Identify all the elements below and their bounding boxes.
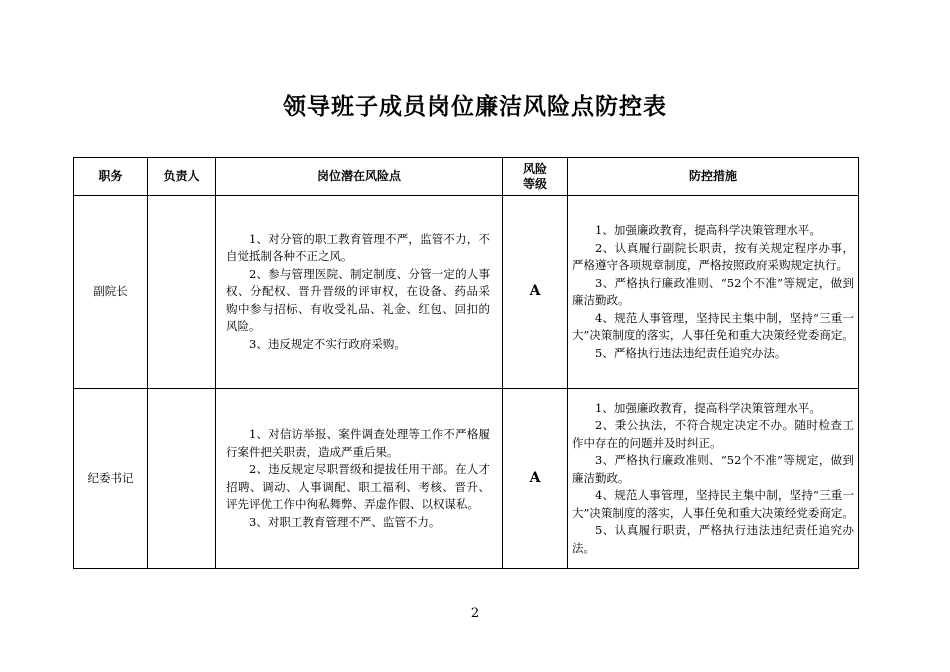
risks-cell (216, 196, 503, 389)
table-header-row (74, 158, 859, 196)
measure-item: 3、严格执行廉政准则、“52个不准”等规定，做到廉洁勤政。 (572, 453, 854, 485)
position-cell: 纪委书记 (74, 389, 148, 569)
grade-cell: A (503, 196, 568, 389)
header-person: 负责人 (148, 158, 216, 196)
risk-control-table (73, 157, 859, 569)
risks-cell (216, 389, 503, 569)
position-cell: 副院长 (74, 196, 148, 389)
risk-item: 3、违反规定不实行政府采购。 (249, 336, 406, 351)
measure-item: 5、严格执行违法违纪责任追究办法。 (595, 345, 787, 360)
table-row (74, 196, 859, 389)
measure-item: 4、规范人事管理，坚持民主集中制，坚持“三重一大”决策制度的落实，人事任免和重大决策经党委商定。 (572, 488, 854, 520)
risk-item: 2、违反规定尽职晋级和提拔任用干部。在人才招聘、调动、人事调配、职工福利、考核、晋升、评先评优工作中徇私舞弊、弄虚作假、以权谋私。 (226, 462, 490, 511)
header-position: 职务 (74, 158, 148, 196)
measures-cell (568, 389, 859, 569)
risk-item: 1、对信访举报、案件调查处理等工作不严格履行案件把关职责，造成严重后果。 (226, 427, 490, 459)
risk-item: 2、参与管理医院、制定制度、分管一定的人事权、分配权、晋升晋级的评审权，在设备、药品采购中参与招标、有收受礼品、礼金、红包、回扣的风险。 (226, 266, 490, 334)
measure-item: 3、严格执行廉政准则、“52个不准”等规定，做到廉洁勤政。 (572, 275, 854, 307)
measure-item: 2、秉公执法，不符合规定决定不办。随时检查工作中存在的问题并及时纠正。 (572, 418, 854, 450)
measure-item: 5、认真履行职责，严格执行违法违纪责任追究办法。 (572, 523, 854, 555)
header-measures: 防控措施 (568, 158, 859, 196)
page-title: 领导班子成员岗位廉洁风险点防控表 (283, 94, 667, 120)
table-row (74, 389, 859, 569)
measure-item: 4、规范人事管理，坚持民主集中制，坚持“三重一大”决策制度的落实，人事任免和重大决策经党委商定。 (572, 310, 854, 342)
risk-item: 1、对分管的职工教育管理不严，监管不力，不自觉抵制各种不正之风。 (226, 231, 490, 264)
header-grade: 风险 等级 (503, 158, 568, 196)
page-number: 2 (470, 606, 480, 621)
header-risks: 岗位潜在风险点 (216, 158, 503, 196)
measures-cell (568, 196, 859, 389)
risk-item: 3、对职工教育管理不严、监管不力。 (249, 514, 441, 529)
measure-item: 2、认真履行副院长职责，按有关规定程序办事，严格遵守各项规章制度，严格按照政府采购规定执行。 (572, 240, 854, 272)
person-cell (148, 389, 216, 569)
person-cell (148, 196, 216, 389)
grade-cell: A (503, 389, 568, 569)
measure-item: 1、加强廉政教育，提高科学决策管理水平。 (595, 400, 821, 415)
measure-item: 1、加强廉政教育，提高科学决策管理水平。 (595, 223, 821, 237)
